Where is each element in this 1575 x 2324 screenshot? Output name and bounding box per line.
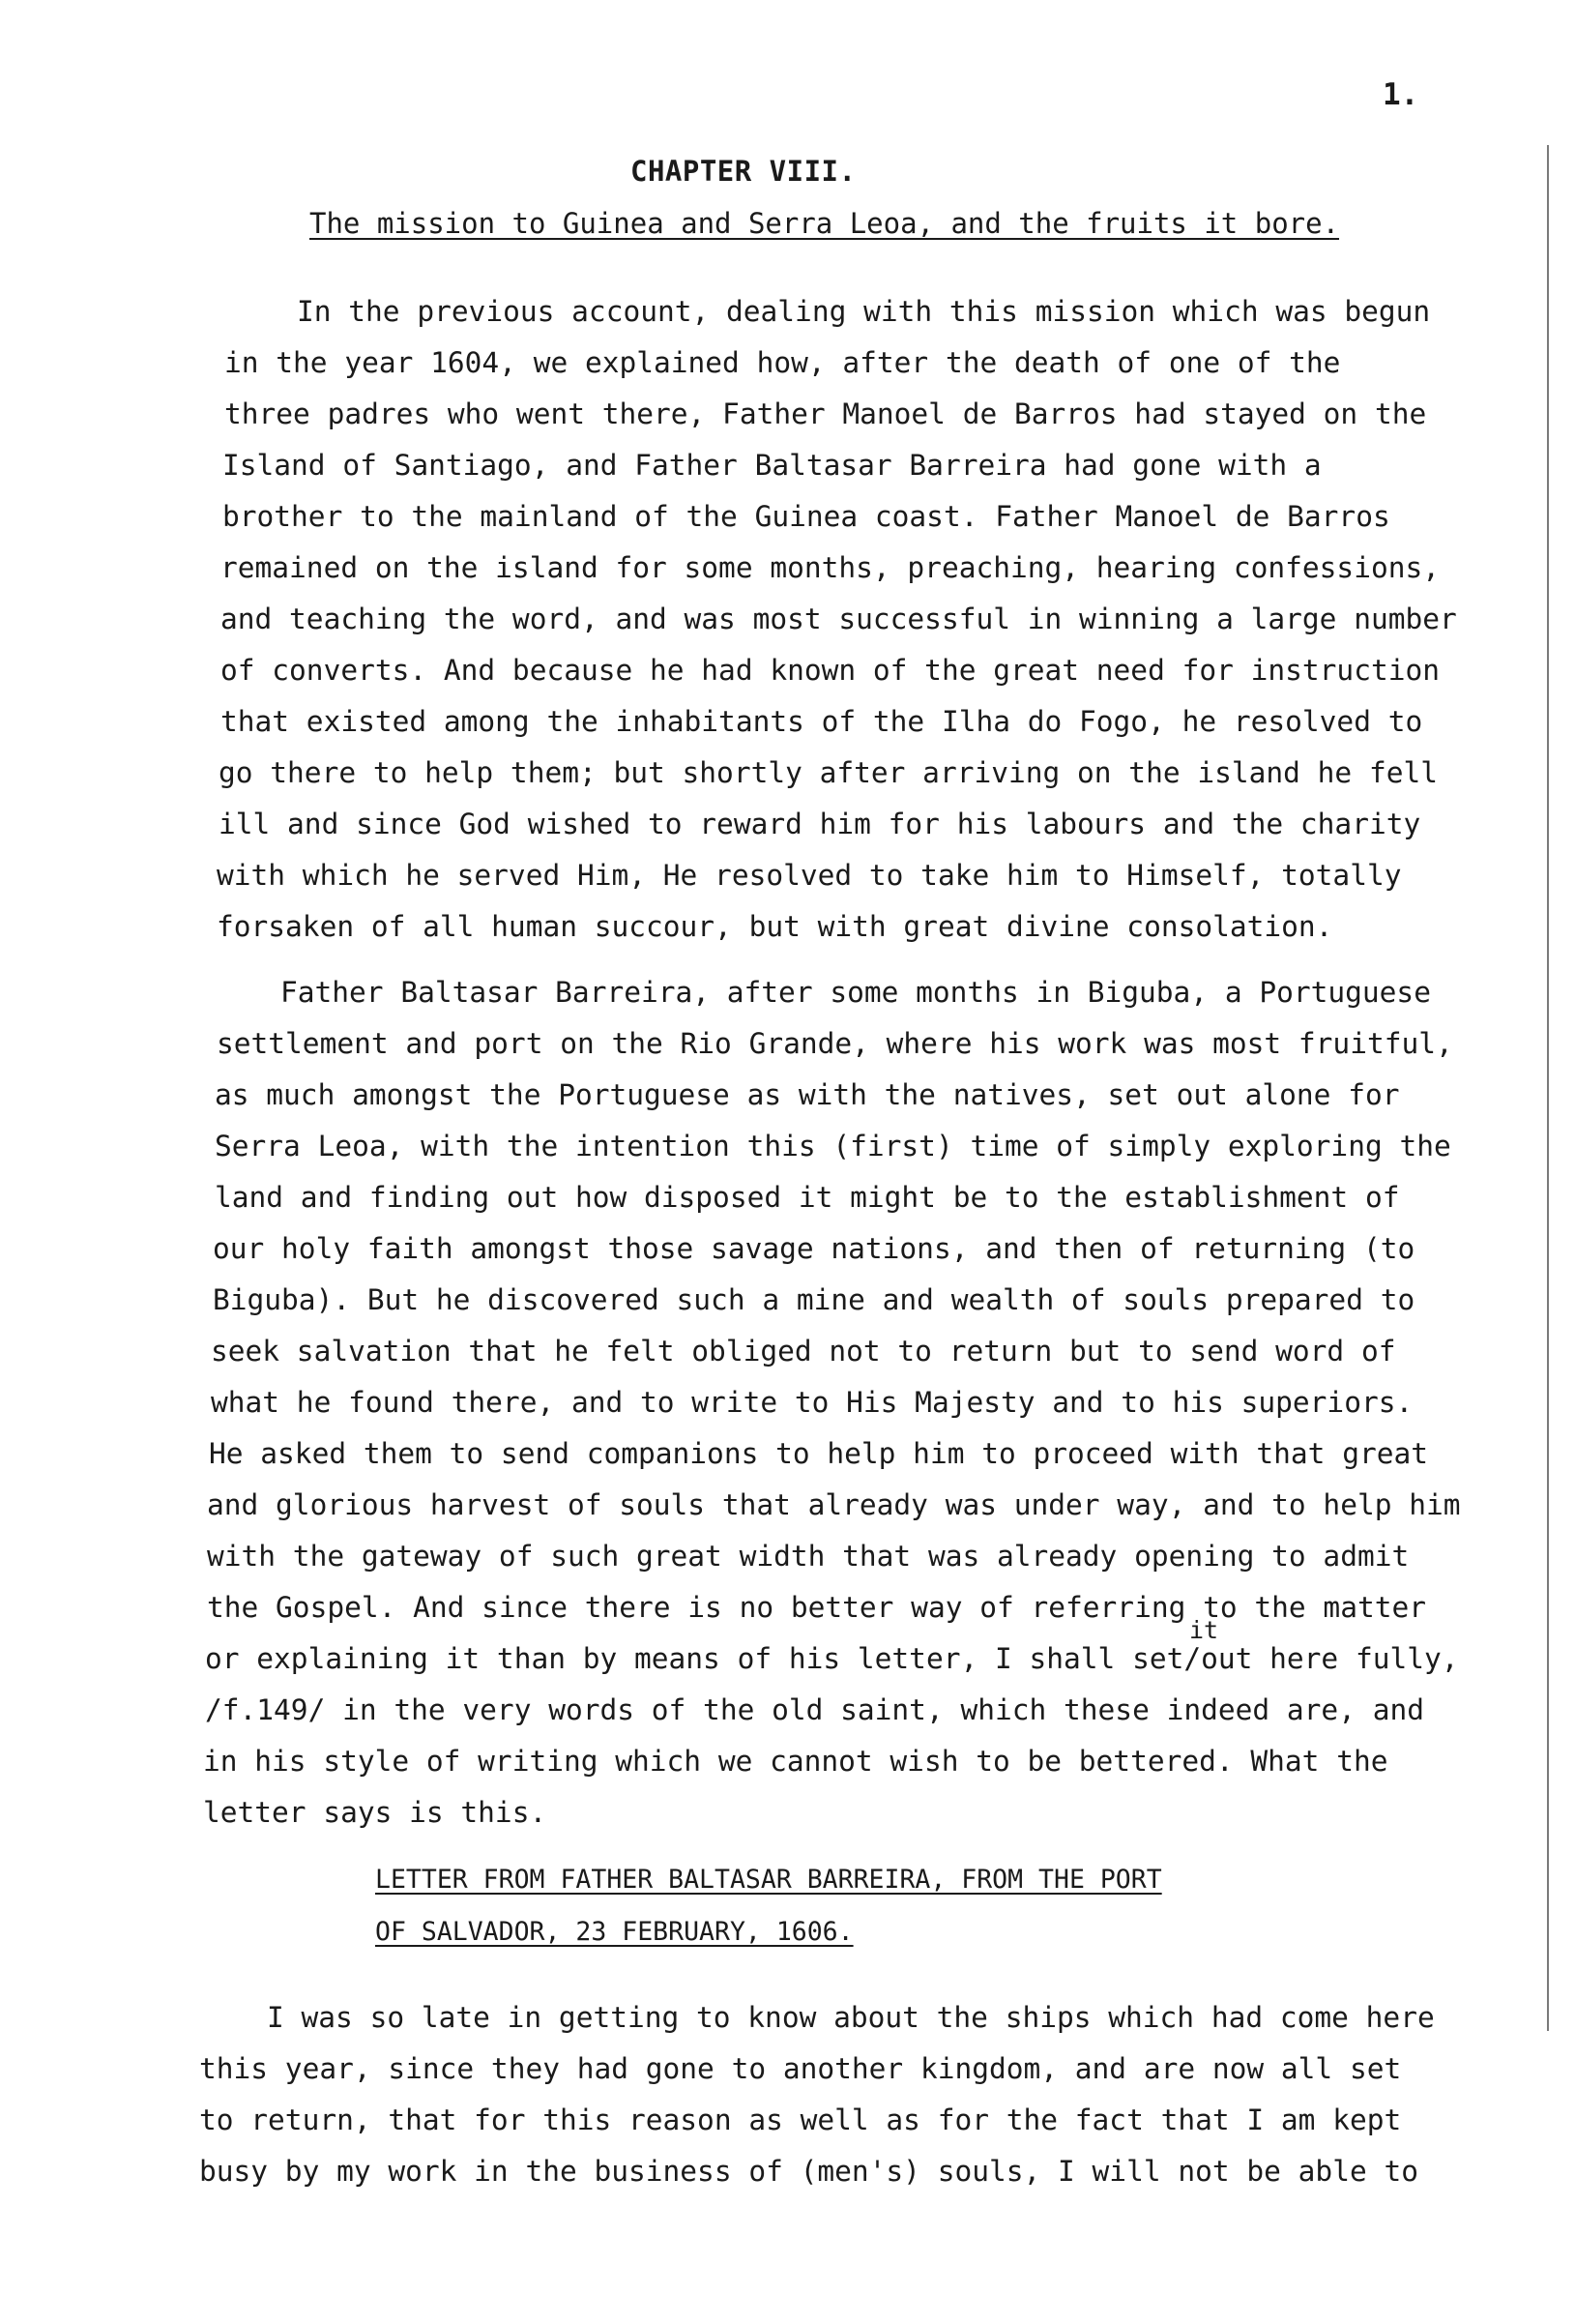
text-line: letter says is this. (203, 1796, 547, 1829)
page-number: 1. (1383, 77, 1419, 112)
letter-heading-line: LETTER FROM FATHER BALTASAR BARREIRA, FROM THE PORT (375, 1865, 1162, 1895)
text-line: /f.149/ in the very words of the old saint, which these indeed are, and (205, 1693, 1424, 1726)
text-line: as much amongst the Portuguese as with the natives, set out alone for (215, 1078, 1400, 1111)
text-line: or explaining it than by means of his letter, I shall set/out here fully, (205, 1642, 1459, 1675)
text-line: with which he served Him, He resolved to take him to Himself, totally (217, 859, 1402, 892)
text-line: Island of Santiago, and Father Baltasar Barreira had gone with a (222, 449, 1322, 482)
text-line: go there to help them; but shortly after arriving on the island he fell (219, 756, 1438, 789)
text-line: remained on the island for some months, preaching, hearing confessions, (220, 551, 1440, 584)
text-line: Serra Leoa, with the intention this (first) time of simply exploring the (215, 1130, 1451, 1162)
text-line: of converts. And because he had known of the great need for instruction (220, 654, 1440, 687)
text-line: ill and since God wished to reward him for his labours and the charity (219, 808, 1421, 840)
text-line: what he found there, and to write to His Majesty and to his superiors. (211, 1386, 1414, 1419)
chapter-title: CHAPTER VIII. (630, 155, 857, 188)
text-line: Father Baltasar Barreira, after some months in Biguba, a Portuguese (280, 976, 1431, 1009)
text-line: this year, since they had gone to another kingdom, and are now all set (199, 2052, 1402, 2085)
letter-heading-line: OF SALVADOR, 23 FEBRUARY, 1606. (375, 1917, 854, 1947)
text-line: the Gospel. And since there is no better way of referring to the matter (207, 1591, 1426, 1624)
text-line: forsaken of all human succour, but with great divine consolation. (217, 910, 1333, 943)
text-line: and glorious harvest of souls that already was under way, and to help him (207, 1488, 1461, 1521)
text-line: three padres who went there, Father Manoel de Barros had stayed on the (224, 397, 1427, 430)
text-line: with the gateway of such great width that was already opening to admit (207, 1540, 1410, 1573)
text-line: settlement and port on the Rio Grande, where his work was most fruitful, (217, 1027, 1453, 1060)
text-line: I was so late in getting to know about the ships which had come here (267, 2001, 1435, 2034)
text-line: that existed among the inhabitants of the Ilha do Fogo, he resolved to (220, 705, 1423, 738)
text-line: brother to the mainland of the Guinea coast. Father Manoel de Barros (222, 500, 1390, 533)
text-line: in the year 1604, we explained how, after the death of one of the (224, 346, 1341, 379)
text-line: land and finding out how disposed it might be to the establishment of (215, 1181, 1400, 1214)
text-line: and teaching the word, and was most successful in winning a large number (220, 603, 1457, 635)
text-line: in his style of writing which we cannot wish to be bettered. What the (203, 1745, 1388, 1778)
text-line: seek salvation that he felt obliged not to return but to send word of (211, 1335, 1396, 1368)
text-line: In the previous account, dealing with this mission which was begun (297, 295, 1431, 328)
text-line: busy by my work in the business of (men's) souls, I will not be able to (199, 2155, 1418, 2188)
right-margin-rule (1547, 145, 1549, 2031)
text-line: our holy faith amongst those savage nations, and then of returning (to (213, 1232, 1415, 1265)
chapter-subtitle: The mission to Guinea and Serra Leoa, and the fruits it bore. (309, 207, 1340, 240)
text-line: Biguba). But he discovered such a mine and wealth of souls prepared to (213, 1283, 1415, 1316)
text-line: to return, that for this reason as well as for the fact that I am kept (199, 2103, 1402, 2136)
text-line: He asked them to send companions to help him to proceed with that great (209, 1437, 1428, 1470)
insertion-mark: it (1189, 1616, 1219, 1644)
